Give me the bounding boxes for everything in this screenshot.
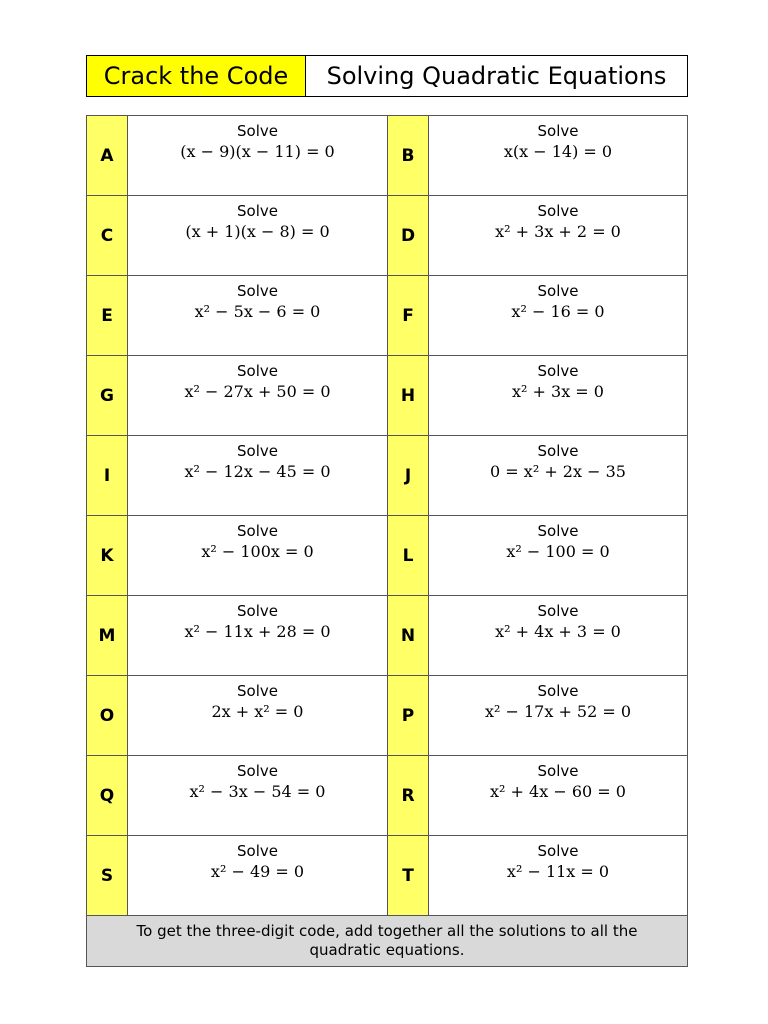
card-content <box>429 516 687 595</box>
equation-card <box>87 676 387 755</box>
equation-card <box>87 436 387 515</box>
solve-label: Solve <box>537 282 579 300</box>
card-content <box>128 116 387 195</box>
card-content <box>429 276 687 355</box>
equation-text: x² + 3x + 2 = 0 <box>495 222 621 241</box>
equation-text: x² + 4x − 60 = 0 <box>490 782 626 801</box>
equation-row <box>87 116 687 196</box>
crack-the-code-title: Crack the Code <box>87 56 306 96</box>
card-content <box>128 596 387 675</box>
card-letter: A <box>87 116 128 195</box>
solve-label: Solve <box>537 522 579 540</box>
equation-card <box>87 276 387 355</box>
card-letter: F <box>387 276 429 355</box>
equation-rows <box>87 116 687 916</box>
card-content <box>429 356 687 435</box>
solve-label: Solve <box>237 762 278 780</box>
equation-text: x² − 17x + 52 = 0 <box>484 702 632 721</box>
card-content <box>429 116 687 195</box>
solve-label: Solve <box>537 842 579 860</box>
equation-text: (x − 9)(x − 11) = 0 <box>180 142 335 161</box>
equation-card <box>387 356 687 435</box>
solve-label: Solve <box>237 122 278 140</box>
card-content <box>128 436 387 515</box>
equation-card <box>387 436 687 515</box>
equation-text: x² − 5x − 6 = 0 <box>194 302 321 321</box>
equation-text: x² − 11x = 0 <box>506 862 610 881</box>
solve-label: Solve <box>237 442 278 460</box>
solve-label: Solve <box>237 282 278 300</box>
card-letter: R <box>387 756 429 835</box>
card-content <box>128 356 387 435</box>
card-letter: B <box>387 116 429 195</box>
equation-row <box>87 596 687 676</box>
card-content <box>429 596 687 675</box>
equation-text: 2x + x² = 0 <box>211 702 304 721</box>
title-banner <box>86 55 688 97</box>
equation-row <box>87 196 687 276</box>
equation-row <box>87 516 687 596</box>
solve-label: Solve <box>237 602 278 620</box>
solve-label: Solve <box>537 362 579 380</box>
equation-text: x² − 16 = 0 <box>511 302 605 321</box>
card-letter: M <box>87 596 128 675</box>
card-letter: I <box>87 436 128 515</box>
equation-row <box>87 676 687 756</box>
equation-row <box>87 436 687 516</box>
solve-label: Solve <box>537 762 579 780</box>
equation-card <box>387 596 687 675</box>
equation-card <box>87 516 387 595</box>
card-letter: O <box>87 676 128 755</box>
equation-card <box>387 516 687 595</box>
equation-text: x(x − 14) = 0 <box>503 142 613 161</box>
equation-text: x² − 3x − 54 = 0 <box>189 782 326 801</box>
solve-label: Solve <box>537 602 579 620</box>
card-letter: N <box>387 596 429 675</box>
equation-card <box>387 836 687 915</box>
solve-label: Solve <box>537 202 579 220</box>
card-letter: G <box>87 356 128 435</box>
card-letter: Q <box>87 756 128 835</box>
card-letter: C <box>87 196 128 275</box>
card-content <box>429 436 687 515</box>
equation-text: 0 = x² + 2x − 35 <box>490 462 626 481</box>
equation-card <box>87 356 387 435</box>
solve-label: Solve <box>537 442 579 460</box>
equation-text: x² − 27x + 50 = 0 <box>184 382 331 401</box>
equation-card <box>387 196 687 275</box>
card-letter: S <box>87 836 128 915</box>
equation-text: (x + 1)(x − 8) = 0 <box>185 222 330 241</box>
card-content <box>128 196 387 275</box>
equation-text: x² − 11x + 28 = 0 <box>184 622 331 641</box>
equation-text: x² + 4x + 3 = 0 <box>495 622 621 641</box>
equation-card <box>87 596 387 675</box>
equation-card <box>387 676 687 755</box>
worksheet-title: Solving Quadratic Equations <box>326 62 667 90</box>
equation-card <box>387 276 687 355</box>
equation-card <box>387 116 687 195</box>
card-letter: P <box>387 676 429 755</box>
equation-text: x² − 12x − 45 = 0 <box>184 462 331 481</box>
card-content <box>128 516 387 595</box>
card-content <box>128 676 387 755</box>
equation-text: x² − 100 = 0 <box>506 542 610 561</box>
card-letter: L <box>387 516 429 595</box>
equation-row <box>87 836 687 916</box>
equation-card <box>87 756 387 835</box>
card-content <box>128 836 387 915</box>
instructions-footer: To get the three-digit code, add together all the solutions to all the quadratic equations. <box>87 916 687 966</box>
equation-row <box>87 356 687 436</box>
equation-card <box>87 196 387 275</box>
card-letter: J <box>387 436 429 515</box>
equation-text: x² − 49 = 0 <box>210 862 305 881</box>
card-content <box>128 276 387 355</box>
equation-card <box>387 756 687 835</box>
solve-label: Solve <box>237 202 278 220</box>
card-content <box>429 836 687 915</box>
equation-grid <box>86 115 688 967</box>
equation-row <box>87 276 687 356</box>
card-letter: E <box>87 276 128 355</box>
equation-card <box>87 836 387 915</box>
card-content <box>429 196 687 275</box>
solve-label: Solve <box>537 682 579 700</box>
equation-row <box>87 756 687 836</box>
solve-label: Solve <box>237 362 278 380</box>
solve-label: Solve <box>537 122 579 140</box>
equation-text: x² + 3x = 0 <box>512 382 604 401</box>
card-content <box>128 756 387 835</box>
card-letter: D <box>387 196 429 275</box>
card-content <box>429 756 687 835</box>
equation-card <box>87 116 387 195</box>
solve-label: Solve <box>237 842 278 860</box>
card-letter: H <box>387 356 429 435</box>
card-letter: K <box>87 516 128 595</box>
solve-label: Solve <box>237 522 278 540</box>
equation-text: x² − 100x = 0 <box>201 542 314 561</box>
card-content <box>429 676 687 755</box>
card-letter: T <box>387 836 429 915</box>
solve-label: Solve <box>237 682 278 700</box>
